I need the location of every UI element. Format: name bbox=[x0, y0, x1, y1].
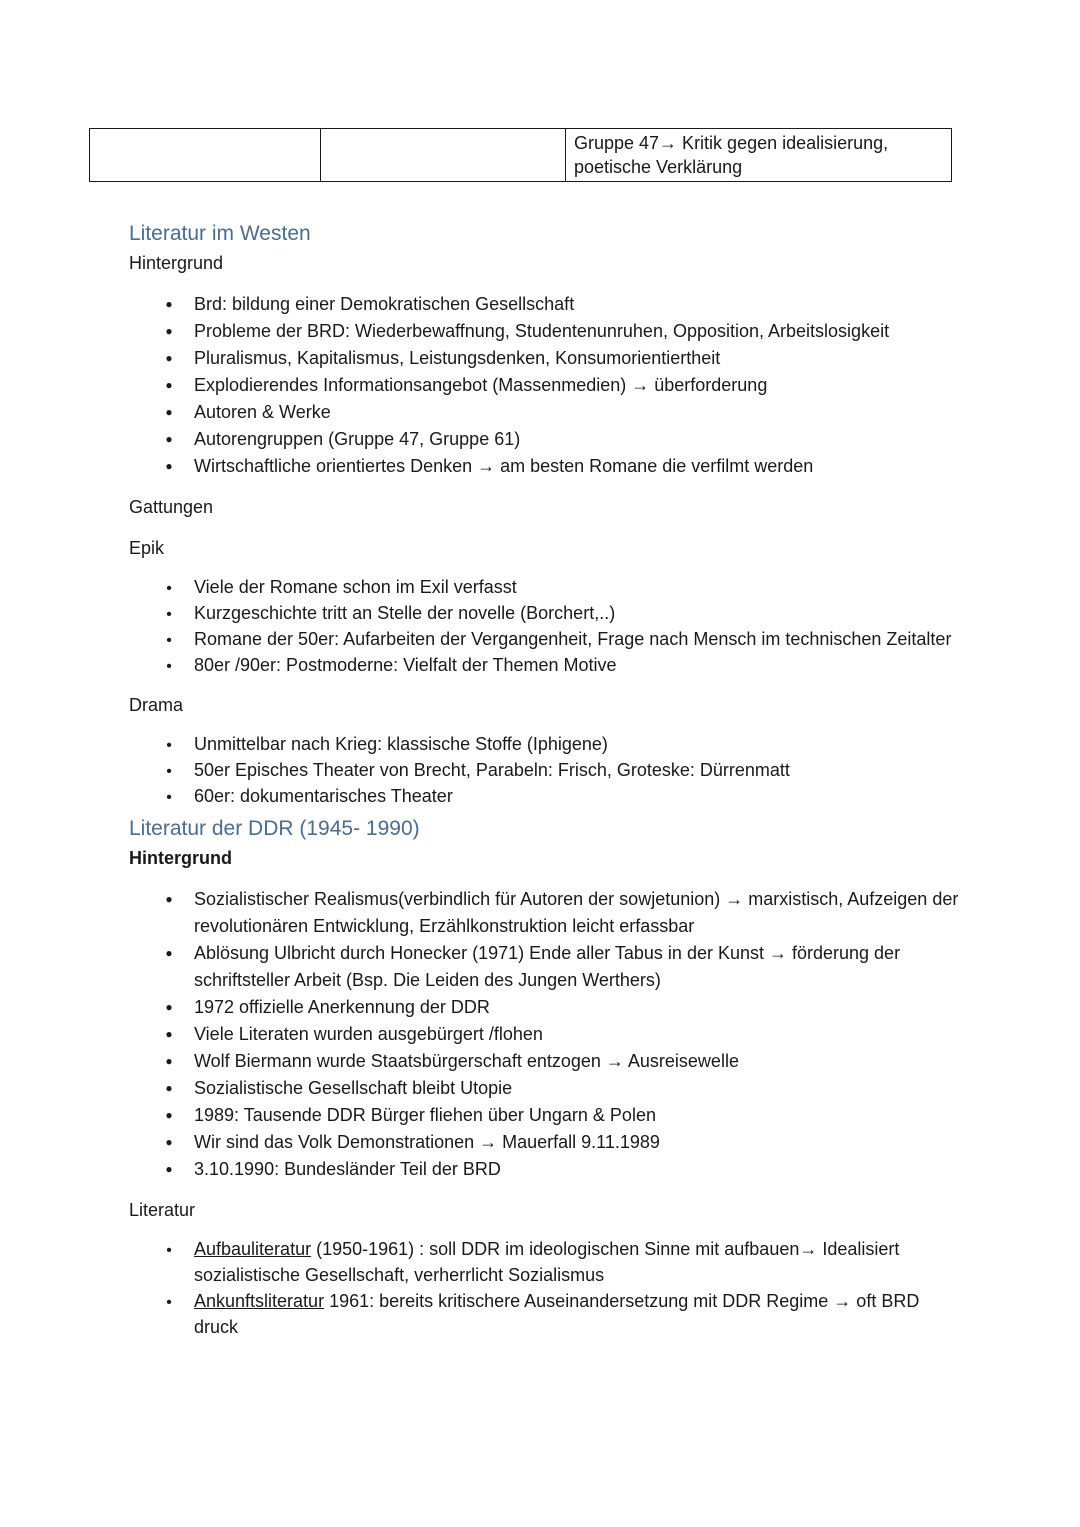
bullet-icon bbox=[159, 1288, 179, 1316]
subheading-hintergrund: Hintergrund bbox=[129, 253, 224, 273]
bullet-icon bbox=[159, 399, 179, 428]
list-item: ● 3.10.1990: Bundesländer Teil der BRD bbox=[129, 1156, 959, 1183]
bullet-icon bbox=[159, 652, 179, 680]
west-hintergrund-list bbox=[129, 291, 959, 480]
section-title-west: Literatur im Westen bbox=[129, 222, 311, 245]
bullet-icon bbox=[159, 626, 179, 654]
table-row bbox=[90, 129, 952, 182]
bullet-icon bbox=[159, 783, 179, 811]
bullet-icon bbox=[159, 426, 179, 455]
bullet-icon bbox=[159, 1021, 179, 1050]
bullet-icon bbox=[159, 1236, 179, 1264]
list-item: • Unmittelbar nach Krieg: klassische Stoffe (Iphigene) bbox=[129, 731, 959, 757]
term-ankunftsliteratur: Ankunftsliteratur bbox=[194, 1291, 325, 1311]
list-item: ● 1989: Tausende DDR Bürger fliehen über Ungarn & Polen bbox=[129, 1102, 959, 1129]
subheading-hintergrund: Hintergrund bbox=[129, 848, 232, 868]
summary-table bbox=[89, 128, 952, 182]
bullet-icon bbox=[159, 994, 179, 1023]
term-aufbauliteratur: Aufbauliteratur bbox=[194, 1239, 312, 1259]
drama-list bbox=[129, 731, 959, 809]
bullet-icon bbox=[159, 757, 179, 785]
bullet-icon bbox=[159, 345, 179, 374]
list-item: ● Wir sind das Volk Demonstrationen → Mauerfall 9.11.1989 bbox=[129, 1129, 959, 1156]
list-item: • Viele der Romane schon im Exil verfasst bbox=[129, 574, 959, 600]
document-body bbox=[129, 218, 959, 1340]
list-item: ● Autorengruppen (Gruppe 47, Gruppe 61) bbox=[129, 426, 959, 453]
list-item: ● 1972 offizielle Anerkennung der DDR bbox=[129, 994, 959, 1021]
bullet-icon bbox=[159, 1156, 179, 1185]
list-item: ● Ablösung Ulbricht durch Honecker (1971) Ende aller Tabus in der Kunst → förderung der schriftsteller Arbeit (Bsp. Die Leiden des Jungen Werthers) bbox=[129, 940, 959, 994]
bullet-icon bbox=[159, 940, 179, 969]
section-title-ddr: Literatur der DDR (1945- 1990) bbox=[129, 817, 420, 840]
bullet-icon bbox=[159, 1048, 179, 1077]
bullet-icon bbox=[159, 318, 179, 347]
subheading-drama: Drama bbox=[129, 695, 184, 715]
ddr-literatur-list bbox=[129, 1236, 959, 1340]
list-item: • Kurzgeschichte tritt an Stelle der novelle (Borchert,..) bbox=[129, 600, 959, 626]
list-item: ● Brd: bildung einer Demokratischen Gesellschaft bbox=[129, 291, 959, 318]
list-item: ● Probleme der BRD: Wiederbewaffnung, Studentenunruhen, Opposition, Arbeitslosigkeit bbox=[129, 318, 959, 345]
list-item: ● Viele Literaten wurden ausgebürgert /flohen bbox=[129, 1021, 959, 1048]
subheading-gattungen: Gattungen bbox=[129, 497, 214, 517]
list-item: • 60er: dokumentarisches Theater bbox=[129, 783, 959, 809]
list-item: • 80er /90er: Postmoderne: Vielfalt der Themen Motive bbox=[129, 652, 959, 678]
bullet-icon bbox=[159, 574, 179, 602]
bullet-icon bbox=[159, 1102, 179, 1131]
subheading-literatur: Literatur bbox=[129, 1200, 196, 1220]
list-item: • Romane der 50er: Aufarbeiten der Vergangenheit, Frage nach Mensch im technischen Zeitalter bbox=[129, 626, 959, 652]
bullet-icon bbox=[159, 1075, 179, 1104]
list-item: • 50er Episches Theater von Brecht, Parabeln: Frisch, Groteske: Dürrenmatt bbox=[129, 757, 959, 783]
bullet-icon bbox=[159, 886, 179, 915]
bullet-icon bbox=[159, 372, 179, 401]
bullet-icon bbox=[159, 291, 179, 320]
bullet-icon bbox=[159, 453, 179, 482]
table-cell bbox=[321, 129, 566, 182]
subheading-epik: Epik bbox=[129, 538, 165, 558]
ddr-hintergrund-list bbox=[129, 886, 959, 1183]
list-item: ● Sozialistische Gesellschaft bleibt Utopie bbox=[129, 1075, 959, 1102]
list-item: • Aufbauliteratur (1950-1961) : soll DDR im ideologischen Sinne mit aufbauen→ Idealisiert sozialistische Gesellschaft, verherrlicht Sozialismus bbox=[129, 1236, 959, 1288]
list-item: ● Sozialistischer Realismus(verbindlich für Autoren der sowjetunion) → marxistisch, Aufzeigen der revolutionären Entwicklung, Erzählkonstruktion leicht erfassbar bbox=[129, 886, 959, 940]
list-item: • Ankunftsliteratur 1961: bereits kritischere Auseinandersetzung mit DDR Regime → oft BRD druck bbox=[129, 1288, 959, 1340]
bullet-icon bbox=[159, 600, 179, 628]
bullet-icon bbox=[159, 1129, 179, 1158]
list-item: ● Explodierendes Informationsangebot (Massenmedien) → überforderung bbox=[129, 372, 959, 399]
list-item: ● Autoren & Werke bbox=[129, 399, 959, 426]
epik-list bbox=[129, 574, 959, 678]
list-item: ● Wolf Biermann wurde Staatsbürgerschaft entzogen → Ausreisewelle bbox=[129, 1048, 959, 1075]
list-item: ● Wirtschaftliche orientiertes Denken → am besten Romane die verfilmt werden bbox=[129, 453, 959, 480]
list-item: ● Pluralismus, Kapitalismus, Leistungsdenken, Konsumorientiertheit bbox=[129, 345, 959, 372]
table-cell: Gruppe 47→ Kritik gegen idealisierung, poetische Verklärung bbox=[566, 129, 952, 182]
bullet-icon bbox=[159, 731, 179, 759]
table-cell bbox=[90, 129, 321, 182]
